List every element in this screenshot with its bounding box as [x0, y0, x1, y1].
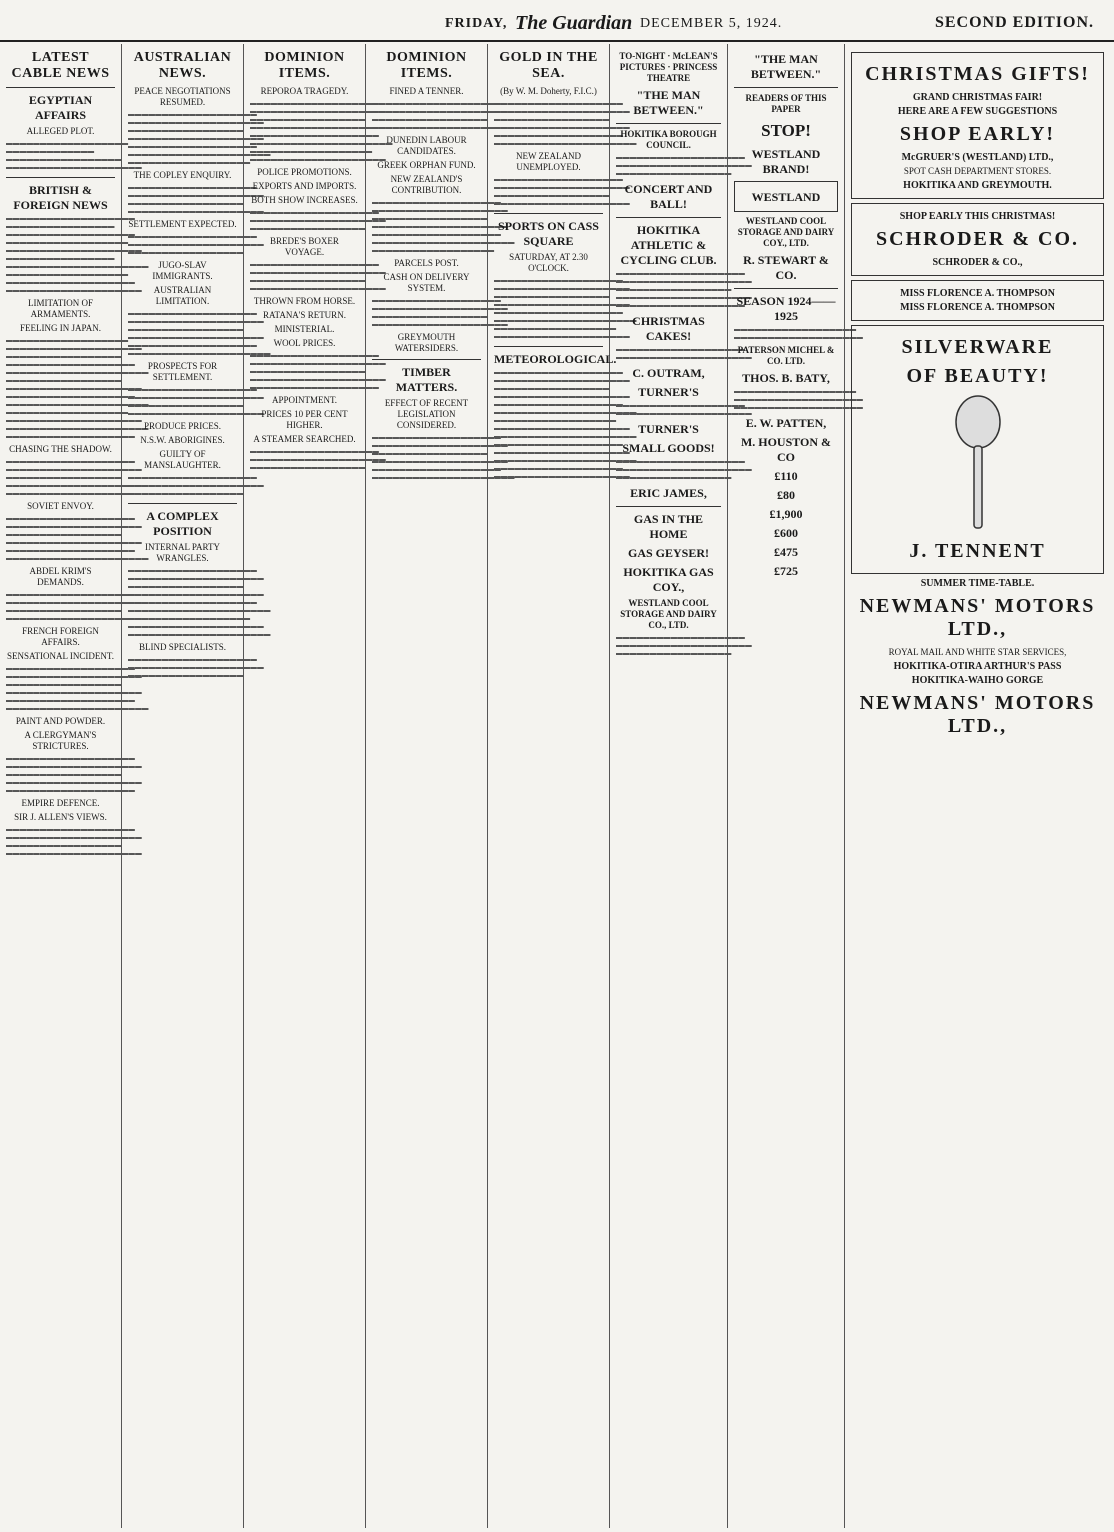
subhead-allen: SIR J. ALLEN'S VIEWS.	[14, 812, 107, 822]
headline-sports: SPORTS ON CASS SQUARE	[498, 219, 599, 248]
westland-label: WESTLAND	[751, 190, 821, 204]
headline-gas: GAS IN THE HOME	[633, 512, 704, 541]
route-otira: HOKITIKA-OTIRA ARTHUR'S PASS	[893, 661, 1062, 672]
subhead-boxer: BREDE'S BOXER VOYAGE.	[270, 236, 339, 257]
name-baty: THOS. B. BATY,	[742, 371, 830, 385]
headline-westland-brand: WESTLAND BRAND!	[751, 147, 821, 176]
headline-british: BRITISH & FOREIGN NEWS	[13, 183, 108, 212]
subhead-effect: EFFECT OF RECENT LEGISLATION CONSIDERED.	[384, 398, 469, 430]
name-thompson-2: MISS FLORENCE A. THOMPSON	[900, 302, 1055, 313]
headline-dominion-1: DOMINION ITEMS.	[264, 50, 345, 81]
headline-small-goods: SMALL GOODS!	[622, 441, 715, 455]
headline-stop: STOP!	[761, 121, 811, 140]
column-gold-sports: GOLD IN THE SEA. (By W. M. Doherty, F.I.C.) ▬▬▬▬▬▬▬▬▬▬▬▬▬▬▬▬▬▬▬ ▬▬▬▬▬▬▬▬▬▬▬▬▬▬▬▬▬▬▬▬ ▬▬▬▬▬▬▬▬▬▬▬▬▬▬▬▬▬ ▬▬▬▬▬▬▬▬▬▬▬▬▬▬▬▬▬▬▬▬ ▬▬▬▬▬▬▬▬▬▬▬▬▬▬▬▬▬▬▬ ▬▬▬▬▬▬▬▬▬▬▬▬▬▬▬▬▬▬▬▬▬ NEW ZEALAND UNEMPLOYED. ▬▬▬▬▬▬▬▬▬▬▬▬▬▬▬▬▬▬▬ ▬▬▬▬▬▬▬▬▬▬▬▬▬▬▬▬▬▬▬▬ ▬▬▬▬▬▬▬▬▬▬▬▬▬▬▬▬▬ ▬▬▬▬▬▬▬▬▬▬▬▬▬▬▬▬▬▬▬▬ SPORTS ON CASS SQUARE SATURDAY, AT 2.30 O'CLOCK. ▬▬▬▬▬▬▬▬▬▬▬▬▬▬▬▬▬▬▬ ▬▬▬▬▬▬▬▬▬▬▬▬▬▬▬▬▬▬▬▬ ▬▬▬▬▬▬▬▬▬▬▬▬▬▬▬▬▬ ▬▬▬▬▬▬▬▬▬▬▬▬▬▬▬▬▬▬▬▬ ▬▬▬▬▬▬▬▬▬▬▬▬▬▬▬▬▬▬▬ ▬▬▬▬▬▬▬▬▬▬▬▬▬▬▬▬▬▬▬▬▬ ▬▬▬▬▬▬▬▬▬▬▬▬▬▬▬▬▬▬ ▬▬▬▬▬▬▬▬▬▬▬▬▬▬▬▬▬▬▬▬ METEOROLOGICAL. ▬▬▬▬▬▬▬▬▬▬▬▬▬▬▬▬▬▬▬ ▬▬▬▬▬▬▬▬▬▬▬▬▬▬▬▬▬▬▬▬ ▬▬▬▬▬▬▬▬▬▬▬▬▬▬▬▬▬ ▬▬▬▬▬▬▬▬▬▬▬▬▬▬▬▬▬▬▬▬ ▬▬▬▬▬▬▬▬▬▬▬▬▬▬▬▬▬▬▬ ▬▬▬▬▬▬▬▬▬▬▬▬▬▬▬▬▬▬▬▬▬ ▬▬▬▬▬▬▬▬▬▬▬▬▬▬▬▬▬▬ ▬▬▬▬▬▬▬▬▬▬▬▬▬▬▬▬▬▬▬▬ ▬▬▬▬▬▬▬▬▬▬▬▬▬▬▬▬▬▬▬▬▬ ▬▬▬▬▬▬▬▬▬▬▬▬▬▬▬▬▬▬▬ ▬▬▬▬▬▬▬▬▬▬▬▬▬▬▬▬▬▬▬▬ ▬▬▬▬▬▬▬▬▬▬▬▬▬▬▬▬▬▬▬▬▬ ▬▬▬▬▬▬▬▬▬▬▬▬▬▬▬▬▬▬▬ ▬▬▬▬▬▬▬▬▬▬▬▬▬▬▬▬▬▬▬▬	[488, 44, 610, 1528]
headline-grand-fair: GRAND CHRISTMAS FAIR!	[912, 92, 1043, 103]
headline-shop-xmas: SHOP EARLY THIS CHRISTMAS!	[899, 211, 1056, 222]
headline-season: SEASON 1924——1925	[736, 294, 836, 323]
column-dominion-1: DOMINION ITEMS. REPOROA TRAGEDY. ▬▬▬▬▬▬▬▬▬▬▬▬▬▬▬▬▬▬▬ ▬▬▬▬▬▬▬▬▬▬▬▬▬▬▬▬▬▬▬▬ ▬▬▬▬▬▬▬▬▬▬▬▬▬▬▬▬▬ ▬▬▬▬▬▬▬▬▬▬▬▬▬▬▬▬▬▬▬▬ ▬▬▬▬▬▬▬▬▬▬▬▬▬▬▬▬▬▬▬ ▬▬▬▬▬▬▬▬▬▬▬▬▬▬▬▬▬▬▬▬▬ ▬▬▬▬▬▬▬▬▬▬▬▬▬▬▬▬▬▬ ▬▬▬▬▬▬▬▬▬▬▬▬▬▬▬▬▬▬▬▬ POLICE PROMOTIONS. EXPORTS AND IMPORTS. BOTH SHOW INCREASES. ▬▬▬▬▬▬▬▬▬▬▬▬▬▬▬▬▬▬▬ ▬▬▬▬▬▬▬▬▬▬▬▬▬▬▬▬▬▬▬▬ ▬▬▬▬▬▬▬▬▬▬▬▬▬▬▬▬▬ BREDE'S BOXER VOYAGE. ▬▬▬▬▬▬▬▬▬▬▬▬▬▬▬▬▬▬▬ ▬▬▬▬▬▬▬▬▬▬▬▬▬▬▬▬▬▬▬▬ ▬▬▬▬▬▬▬▬▬▬▬▬▬▬▬▬▬ ▬▬▬▬▬▬▬▬▬▬▬▬▬▬▬▬▬▬▬▬ THROWN FROM HORSE. RATANA'S RETURN. MINISTERIAL. WOOL PRICES. ▬▬▬▬▬▬▬▬▬▬▬▬▬▬▬▬▬▬▬ ▬▬▬▬▬▬▬▬▬▬▬▬▬▬▬▬▬▬▬▬ ▬▬▬▬▬▬▬▬▬▬▬▬▬▬▬▬▬ ▬▬▬▬▬▬▬▬▬▬▬▬▬▬▬▬▬▬▬▬ ▬▬▬▬▬▬▬▬▬▬▬▬▬▬▬▬▬▬▬ APPOINTMENT. PRICES 10 PER CENT HIGHER. A STEAMER SEARCHED. ▬▬▬▬▬▬▬▬▬▬▬▬▬▬▬▬▬▬▬ ▬▬▬▬▬▬▬▬▬▬▬▬▬▬▬▬▬▬▬▬ ▬▬▬▬▬▬▬▬▬▬▬▬▬▬▬▬▬	[244, 44, 366, 1528]
price-5: £475	[774, 545, 798, 559]
headline-turners-2: TURNER'S	[638, 422, 699, 436]
subhead-japan: FEELING IN JAPAN.	[20, 323, 101, 333]
name-eric-james: ERIC JAMES,	[630, 486, 707, 500]
subhead-paint: PAINT AND POWDER.	[15, 716, 106, 726]
name-schroder-2: SCHRODER & CO.,	[932, 257, 1023, 268]
cinema-bar: TO-NIGHT · McLEAN'S PICTURES · PRINCESS THEATRE	[619, 51, 718, 83]
subhead-settlement: SETTLEMENT EXPECTED.	[128, 219, 237, 229]
headline-geyser: GAS GEYSER!	[627, 546, 710, 560]
headline-egypt: EGYPTIAN AFFAIRS	[28, 93, 93, 122]
subhead-internal: INTERNAL PARTY WRANGLES.	[144, 542, 221, 563]
column-notices: TO-NIGHT · McLEAN'S PICTURES · PRINCESS THEATRE "THE MAN BETWEEN." HOKITIKA BOROUGH COUNCIL. ▬▬▬▬▬▬▬▬▬▬▬▬▬▬▬▬▬▬▬ ▬▬▬▬▬▬▬▬▬▬▬▬▬▬▬▬▬▬▬▬ ▬▬▬▬▬▬▬▬▬▬▬▬▬▬▬▬▬ CONCERT AND BALL! HOKITIKA ATHLETIC & CYCLING CLUB. ▬▬▬▬▬▬▬▬▬▬▬▬▬▬▬▬▬▬▬ ▬▬▬▬▬▬▬▬▬▬▬▬▬▬▬▬▬▬▬▬ ▬▬▬▬▬▬▬▬▬▬▬▬▬▬▬▬▬ ▬▬▬▬▬▬▬▬▬▬▬▬▬▬▬▬▬▬▬▬ ▬▬▬▬▬▬▬▬▬▬▬▬▬▬▬▬▬▬▬ CHRISTMAS CAKES! ▬▬▬▬▬▬▬▬▬▬▬▬▬▬▬▬▬▬▬ ▬▬▬▬▬▬▬▬▬▬▬▬▬▬▬▬▬▬▬▬ C. OUTRAM, TURNER'S ▬▬▬▬▬▬▬▬▬▬▬▬▬▬▬▬▬▬▬ ▬▬▬▬▬▬▬▬▬▬▬▬▬▬▬▬▬▬▬▬ TURNER'S SMALL GOODS! ▬▬▬▬▬▬▬▬▬▬▬▬▬▬▬▬▬▬▬ ▬▬▬▬▬▬▬▬▬▬▬▬▬▬▬▬▬▬▬▬ ▬▬▬▬▬▬▬▬▬▬▬▬▬▬▬▬▬ ERIC JAMES, GAS IN THE HOME GAS GEYSER! HOKITIKA GAS COY., WESTLAND COOL STORAGE AND DAIRY CO., LTD. ▬▬▬▬▬▬▬▬▬▬▬▬▬▬▬▬▬▬▬ ▬▬▬▬▬▬▬▬▬▬▬▬▬▬▬▬▬▬▬▬ ▬▬▬▬▬▬▬▬▬▬▬▬▬▬▬▬▬	[610, 44, 728, 1528]
subhead-limitation-aus: AUSTRALIAN LIMITATION.	[153, 285, 212, 306]
headline-latest-cable: LATEST CABLE NEWS	[11, 50, 110, 81]
name-newmans-2: NEWMANS' MOTORS LTD.,	[859, 692, 1096, 737]
column-ads-mid: "THE MAN BETWEEN." READERS OF THIS PAPER STOP! WESTLAND BRAND! WESTLAND WESTLAND COOL STORAGE AND DAIRY COY., LTD. R. STEWART & CO. SEASON 1924——1925 ▬▬▬▬▬▬▬▬▬▬▬▬▬▬▬▬▬▬ ▬▬▬▬▬▬▬▬▬▬▬▬▬▬▬▬▬▬▬ PATERSON MICHEL & CO. LTD. THOS. B. BATY, ▬▬▬▬▬▬▬▬▬▬▬▬▬▬▬▬▬▬ ▬▬▬▬▬▬▬▬▬▬▬▬▬▬▬▬▬▬▬ ▬▬▬▬▬▬▬▬▬▬▬▬▬▬▬▬▬▬▬ E. W. PATTEN, M. HOUSTON & CO £110 £80 £1,900 £600 £475 £725	[728, 44, 845, 1528]
name-stewart: R. STEWART & CO.	[743, 253, 829, 282]
subhead-clergy: A CLERGYMAN'S STRICTURES.	[24, 730, 97, 751]
subhead-contrib: NEW ZEALAND'S CONTRIBUTION.	[390, 174, 463, 195]
name-wcs-2: WESTLAND COOL STORAGE AND DAIRY COY., LTD.	[737, 216, 835, 248]
masthead-paper-title: The Guardian	[515, 12, 633, 34]
name-outram: C. OUTRAM,	[632, 366, 705, 380]
headline-christmas-gifts: CHRISTMAS GIFTS!	[865, 63, 1090, 85]
subhead-shadow: CHASING THE SHADOW.	[9, 444, 112, 454]
subhead-copley: THE COPLEY ENQUIRY.	[133, 170, 232, 180]
name-wcs: WESTLAND COOL STORAGE AND DAIRY CO., LTD.	[620, 598, 717, 630]
column-dominion-2: DOMINION ITEMS. FINED A TENNER. ▬▬▬▬▬▬▬▬▬▬▬▬▬▬▬▬▬▬▬ ▬▬▬▬▬▬▬▬▬▬▬▬▬▬▬▬▬▬▬▬ ▬▬▬▬▬▬▬▬▬▬▬▬▬▬▬▬▬ ▬▬▬▬▬▬▬▬▬▬▬▬▬▬▬▬▬▬▬▬ DUNEDIN LABOUR CANDIDATES. GREEK ORPHAN FUND. NEW ZEALAND'S CONTRIBUTION. ▬▬▬▬▬▬▬▬▬▬▬▬▬▬▬▬▬▬▬ ▬▬▬▬▬▬▬▬▬▬▬▬▬▬▬▬▬▬▬▬ ▬▬▬▬▬▬▬▬▬▬▬▬▬▬▬▬▬ ▬▬▬▬▬▬▬▬▬▬▬▬▬▬▬▬▬▬▬▬ ▬▬▬▬▬▬▬▬▬▬▬▬▬▬▬▬▬▬▬ ▬▬▬▬▬▬▬▬▬▬▬▬▬▬▬▬▬▬▬▬▬ ▬▬▬▬▬▬▬▬▬▬▬▬▬▬▬▬▬▬ PARCELS POST. CASH ON DELIVERY SYSTEM. ▬▬▬▬▬▬▬▬▬▬▬▬▬▬▬▬▬▬▬ ▬▬▬▬▬▬▬▬▬▬▬▬▬▬▬▬▬▬▬▬ ▬▬▬▬▬▬▬▬▬▬▬▬▬▬▬▬▬ ▬▬▬▬▬▬▬▬▬▬▬▬▬▬▬▬▬▬▬▬ GREYMOUTH WATERSIDERS. TIMBER MATTERS. EFFECT OF RECENT LEGISLATION CONSIDERED. ▬▬▬▬▬▬▬▬▬▬▬▬▬▬▬▬▬▬▬ ▬▬▬▬▬▬▬▬▬▬▬▬▬▬▬▬▬▬▬▬ ▬▬▬▬▬▬▬▬▬▬▬▬▬▬▬▬▬ ▬▬▬▬▬▬▬▬▬▬▬▬▬▬▬▬▬▬▬▬ ▬▬▬▬▬▬▬▬▬▬▬▬▬▬▬▬▬▬▬ ▬▬▬▬▬▬▬▬▬▬▬▬▬▬▬▬▬▬▬▬▬	[366, 44, 488, 1528]
headline-cakes: CHRISTMAS CAKES!	[632, 314, 705, 343]
headline-borough-council: HOKITIKA BOROUGH COUNCIL.	[620, 129, 717, 150]
subhead-waterside: GREYMOUTH WATERSIDERS.	[394, 332, 459, 353]
spoon-icon	[948, 394, 1008, 534]
subhead-unemployed: NEW ZEALAND UNEMPLOYED.	[515, 151, 582, 172]
film-title-1: "THE MAN BETWEEN."	[633, 88, 704, 117]
headline-dominion-2: DOMINION ITEMS.	[386, 50, 467, 81]
subhead-manslaughter: GUILTY OF MANSLAUGHTER.	[144, 449, 221, 470]
film-title-2: "THE MAN BETWEEN."	[750, 52, 822, 81]
price-2: £80	[777, 488, 795, 502]
subhead-parcels: PARCELS POST.	[394, 258, 459, 268]
subhead-ministerial: MINISTERIAL.	[274, 324, 335, 334]
masthead	[0, 0, 1114, 42]
masthead-edition: SECOND EDITION.	[934, 14, 1094, 31]
headline-gold: GOLD IN THE SEA.	[499, 50, 598, 81]
headline-silverware: SILVERWARE	[901, 336, 1054, 358]
subhead-abdel: ABDEL KRIM'S DEMANDS.	[29, 566, 92, 587]
byline-doherty: (By W. M. Doherty, F.I.C.)	[500, 86, 597, 96]
headline-summer: SUMMER TIME-TABLE.	[920, 578, 1035, 589]
headline-shop-early: SHOP EARLY!	[899, 123, 1056, 145]
subhead-labour: DUNEDIN LABOUR CANDIDATES.	[386, 135, 467, 156]
subhead-fined: FINED A TENNER.	[389, 86, 464, 96]
subhead-blind: BLIND SPECIALISTS.	[138, 642, 226, 652]
subhead-appointment: APPOINTMENT.	[271, 395, 338, 405]
headline-beauty: OF BEAUTY!	[906, 365, 1049, 387]
subhead-exports: EXPORTS AND IMPORTS.	[252, 181, 357, 191]
subhead-jugo: JUGO-SLAV IMMIGRANTS.	[152, 260, 213, 281]
headline-complex: A COMPLEX POSITION	[146, 509, 219, 538]
name-newmans: NEWMANS' MOTORS LTD.,	[859, 595, 1096, 640]
subhead-french: FRENCH FOREIGN AFFAIRS.	[22, 626, 99, 647]
name-gas-coy: HOKITIKA GAS COY.,	[623, 565, 714, 594]
name-thompson: MISS FLORENCE A. THOMPSON	[900, 288, 1055, 299]
headline-readers: READERS OF THIS PAPER	[745, 93, 827, 114]
price-1: £110	[774, 469, 798, 483]
subhead-plot: ALLEGED PLOT.	[26, 126, 95, 136]
price-3: £1,900	[769, 507, 803, 521]
subhead-cash: CASH ON DELIVERY SYSTEM.	[383, 272, 470, 293]
subhead-limitation: LIMITATION OF ARMAMENTS.	[27, 298, 94, 319]
name-patten: E. W. PATTEN,	[745, 416, 827, 430]
headline-suggestions: HERE ARE A FEW SUGGESTIONS	[897, 106, 1058, 117]
subhead-empire: EMPIRE DEFENCE.	[21, 798, 100, 808]
route-waiho: HOKITIKA-WAIHO GORGE	[911, 675, 1044, 686]
masthead-day: FRIDAY,	[445, 16, 508, 31]
subhead-orphan: GREEK ORPHAN FUND.	[377, 160, 476, 170]
newmans-subtitle: ROYAL MAIL AND WHITE STAR SERVICES,	[888, 647, 1067, 657]
subhead-peace: PEACE NEGOTIATIONS RESUMED.	[134, 86, 231, 107]
column-ads-right	[845, 44, 1110, 1528]
price-4: £600	[774, 526, 798, 540]
headline-meteorological: METEOROLOGICAL.	[494, 352, 617, 366]
subhead-soviet: SOVIET ENVOY.	[27, 501, 94, 511]
column-cable-news: LATEST CABLE NEWS EGYPTIAN AFFAIRS ALLEGED PLOT. ▬▬▬▬▬▬▬▬▬▬▬▬▬▬▬▬▬▬ ▬▬▬▬▬▬▬▬▬▬▬▬▬ ▬▬▬▬▬▬▬▬▬▬▬▬▬▬▬▬▬ ▬▬▬▬▬▬▬▬▬▬▬▬▬▬▬▬▬▬▬▬ BRITISH & FOREIGN NEWS ▬▬▬▬▬▬▬▬▬▬▬▬▬▬▬▬▬▬▬ ▬▬▬▬▬▬▬▬▬▬▬▬▬▬▬▬ ▬▬▬▬▬▬▬▬▬▬▬▬▬▬▬▬▬▬▬ ▬▬▬▬▬▬▬▬▬▬▬▬▬▬▬▬▬▬ ▬▬▬▬▬▬▬▬▬▬▬▬▬▬▬▬▬▬▬▬ ▬▬▬▬▬▬▬▬▬▬▬▬▬▬▬▬ ▬▬▬▬▬▬▬▬▬▬▬▬▬▬▬▬▬▬▬▬▬ ▬▬▬▬▬▬▬▬▬▬▬▬▬▬▬▬▬▬ ▬▬▬▬▬▬▬▬▬▬▬▬▬▬▬▬▬▬▬ ▬▬▬▬▬▬▬▬▬▬▬▬▬▬▬▬▬▬▬▬ LIMITATION OF ARMAMENTS. FEELING IN JAPAN. ▬▬▬▬▬▬▬▬▬▬▬▬▬▬▬▬▬▬ ▬▬▬▬▬▬▬▬▬▬▬▬▬▬▬▬▬▬▬▬ ▬▬▬▬▬▬▬▬▬▬▬▬▬▬▬▬▬ ▬▬▬▬▬▬▬▬▬▬▬▬▬▬▬▬▬▬▬ ▬▬▬▬▬▬▬▬▬▬▬▬▬▬▬▬▬▬▬▬▬ ▬▬▬▬▬▬▬▬▬▬▬▬▬▬▬▬▬ ▬▬▬▬▬▬▬▬▬▬▬▬▬▬▬▬▬▬▬▬ ▬▬▬▬▬▬▬▬▬▬▬▬▬▬▬▬▬▬▬ ▬▬▬▬▬▬▬▬▬▬▬▬▬▬▬▬▬▬▬▬▬ ▬▬▬▬▬▬▬▬▬▬▬▬▬▬▬▬▬▬ ▬▬▬▬▬▬▬▬▬▬▬▬▬▬▬▬▬▬▬▬ ▬▬▬▬▬▬▬▬▬▬▬▬▬▬▬▬▬▬▬▬▬ ▬▬▬▬▬▬▬▬▬▬▬▬▬▬▬▬▬▬▬ CHASING THE SHADOW. ▬▬▬▬▬▬▬▬▬▬▬▬▬▬▬▬▬▬▬ ▬▬▬▬▬▬▬▬▬▬▬▬▬▬▬▬▬▬▬▬ ▬▬▬▬▬▬▬▬▬▬▬▬▬▬▬▬▬ ▬▬▬▬▬▬▬▬▬▬▬▬▬▬▬▬▬▬▬▬ ▬▬▬▬▬▬▬▬▬▬▬▬▬▬▬▬▬▬▬ SOVIET ENVOY. ▬▬▬▬▬▬▬▬▬▬▬▬▬▬▬▬▬▬▬ ▬▬▬▬▬▬▬▬▬▬▬▬▬▬▬▬▬▬▬▬ ▬▬▬▬▬▬▬▬▬▬▬▬▬▬▬▬▬ ▬▬▬▬▬▬▬▬▬▬▬▬▬▬▬▬▬▬▬▬ ▬▬▬▬▬▬▬▬▬▬▬▬▬▬▬▬▬▬▬ ▬▬▬▬▬▬▬▬▬▬▬▬▬▬▬▬▬▬▬▬▬ ABDEL KRIM'S DEMANDS. ▬▬▬▬▬▬▬▬▬▬▬▬▬▬▬▬▬▬▬ ▬▬▬▬▬▬▬▬▬▬▬▬▬▬▬▬▬▬▬▬ ▬▬▬▬▬▬▬▬▬▬▬▬▬▬▬▬▬ ▬▬▬▬▬▬▬▬▬▬▬▬▬▬▬▬▬▬▬▬ FRENCH FOREIGN AFFAIRS. SENSATIONAL INCIDENT. ▬▬▬▬▬▬▬▬▬▬▬▬▬▬▬▬▬▬▬ ▬▬▬▬▬▬▬▬▬▬▬▬▬▬▬▬▬▬▬▬ ▬▬▬▬▬▬▬▬▬▬▬▬▬▬▬▬▬ ▬▬▬▬▬▬▬▬▬▬▬▬▬▬▬▬▬▬▬▬ ▬▬▬▬▬▬▬▬▬▬▬▬▬▬▬▬▬▬▬ ▬▬▬▬▬▬▬▬▬▬▬▬▬▬▬▬▬▬▬▬▬ PAINT AND POWDER. A CLERGYMAN'S STRICTURES. ▬▬▬▬▬▬▬▬▬▬▬▬▬▬▬▬▬▬▬ ▬▬▬▬▬▬▬▬▬▬▬▬▬▬▬▬▬▬▬▬ ▬▬▬▬▬▬▬▬▬▬▬▬▬▬▬▬▬ ▬▬▬▬▬▬▬▬▬▬▬▬▬▬▬▬▬▬▬▬ ▬▬▬▬▬▬▬▬▬▬▬▬▬▬▬▬▬▬▬ EMPIRE DEFENCE. SIR J. ALLEN'S VIEWS. ▬▬▬▬▬▬▬▬▬▬▬▬▬▬▬▬▬▬▬ ▬▬▬▬▬▬▬▬▬▬▬▬▬▬▬▬▬▬▬▬ ▬▬▬▬▬▬▬▬▬▬▬▬▬▬▬▬▬ ▬▬▬▬▬▬▬▬▬▬▬▬▬▬▬▬▬▬▬▬	[0, 44, 122, 1528]
headline-athletic: HOKITIKA ATHLETIC & CYCLING CLUB.	[620, 223, 717, 267]
subhead-rattana: RATANA'S RETURN.	[263, 310, 346, 320]
subhead-prospects: PROSPECTS FOR SETTLEMENT.	[147, 361, 218, 382]
subhead-police: POLICE PROMOTIONS.	[257, 167, 352, 177]
subhead-produce: PRODUCE PRICES.	[143, 421, 222, 431]
mcgruer-subtitle: SPOT CASH DEPARTMENT STORES.	[903, 166, 1052, 176]
subhead-prices: PRICES 10 PER CENT HIGHER.	[261, 409, 348, 430]
name-paterson: PATERSON MICHEL & CO. LTD.	[737, 345, 835, 366]
subhead-tragedy: REPOROA TRAGEDY.	[260, 86, 349, 96]
subhead-sensational: SENSATIONAL INCIDENT.	[7, 651, 114, 661]
headline-turners: TURNER'S	[638, 385, 699, 399]
headline-timber: TIMBER MATTERS.	[395, 365, 458, 394]
subhead-aborigines: N.S.W. ABORIGINES.	[140, 435, 225, 445]
name-houston: M. HOUSTON & CO	[740, 435, 832, 464]
name-schroder: SCHRODER & CO.	[875, 228, 1079, 250]
name-tennent: J. TENNENT	[909, 540, 1046, 562]
mcgruer-location: HOKITIKA AND GREYMOUTH.	[903, 180, 1052, 191]
subhead-wool: WOOL PRICES.	[273, 338, 336, 348]
price-6: £725	[774, 564, 798, 578]
headline-concert: CONCERT AND BALL!	[624, 182, 713, 211]
subhead-saturday: SATURDAY, AT 2.30 O'CLOCK.	[509, 252, 588, 273]
subhead-increases: BOTH SHOW INCREASES.	[251, 195, 358, 205]
masthead-date: DECEMBER 5, 1924.	[640, 16, 783, 31]
headline-australian: AUSTRALIAN NEWS.	[133, 50, 232, 81]
column-australian-news: AUSTRALIAN NEWS. PEACE NEGOTIATIONS RESUMED. ▬▬▬▬▬▬▬▬▬▬▬▬▬▬▬▬▬▬▬ ▬▬▬▬▬▬▬▬▬▬▬▬▬▬▬▬▬▬▬▬ ▬▬▬▬▬▬▬▬▬▬▬▬▬▬▬▬▬ ▬▬▬▬▬▬▬▬▬▬▬▬▬▬▬▬▬▬▬▬ ▬▬▬▬▬▬▬▬▬▬▬▬▬▬▬▬▬▬▬ ▬▬▬▬▬▬▬▬▬▬▬▬▬▬▬▬▬▬▬▬▬ ▬▬▬▬▬▬▬▬▬▬▬▬▬▬▬▬▬▬ THE COPLEY ENQUIRY. ▬▬▬▬▬▬▬▬▬▬▬▬▬▬▬▬▬▬▬ ▬▬▬▬▬▬▬▬▬▬▬▬▬▬▬▬▬▬▬▬ ▬▬▬▬▬▬▬▬▬▬▬▬▬▬▬▬▬ ▬▬▬▬▬▬▬▬▬▬▬▬▬▬▬▬▬▬▬▬ SETTLEMENT EXPECTED. ▬▬▬▬▬▬▬▬▬▬▬▬▬▬▬▬▬▬▬ ▬▬▬▬▬▬▬▬▬▬▬▬▬▬▬▬▬▬▬▬ ▬▬▬▬▬▬▬▬▬▬▬▬▬▬▬▬▬ JUGO-SLAV IMMIGRANTS. AUSTRALIAN LIMITATION. ▬▬▬▬▬▬▬▬▬▬▬▬▬▬▬▬▬▬▬ ▬▬▬▬▬▬▬▬▬▬▬▬▬▬▬▬▬▬▬▬ ▬▬▬▬▬▬▬▬▬▬▬▬▬▬▬▬▬ ▬▬▬▬▬▬▬▬▬▬▬▬▬▬▬▬▬▬▬▬ ▬▬▬▬▬▬▬▬▬▬▬▬▬▬▬▬▬▬▬ ▬▬▬▬▬▬▬▬▬▬▬▬▬▬▬▬▬▬▬▬▬ PROSPECTS FOR SETTLEMENT. ▬▬▬▬▬▬▬▬▬▬▬▬▬▬▬▬▬▬▬ ▬▬▬▬▬▬▬▬▬▬▬▬▬▬▬▬▬▬▬▬ ▬▬▬▬▬▬▬▬▬▬▬▬▬▬▬▬▬ ▬▬▬▬▬▬▬▬▬▬▬▬▬▬▬▬▬▬▬▬ PRODUCE PRICES. N.S.W. ABORIGINES. GUILTY OF MANSLAUGHTER. ▬▬▬▬▬▬▬▬▬▬▬▬▬▬▬▬▬▬▬ ▬▬▬▬▬▬▬▬▬▬▬▬▬▬▬▬▬▬▬▬ ▬▬▬▬▬▬▬▬▬▬▬▬▬▬▬▬▬ A COMPLEX POSITION INTERNAL PARTY WRANGLES. ▬▬▬▬▬▬▬▬▬▬▬▬▬▬▬▬▬▬▬ ▬▬▬▬▬▬▬▬▬▬▬▬▬▬▬▬▬▬▬▬ ▬▬▬▬▬▬▬▬▬▬▬▬▬▬▬▬▬ ▬▬▬▬▬▬▬▬▬▬▬▬▬▬▬▬▬▬▬▬ ▬▬▬▬▬▬▬▬▬▬▬▬▬▬▬▬▬▬▬ ▬▬▬▬▬▬▬▬▬▬▬▬▬▬▬▬▬▬▬▬▬ ▬▬▬▬▬▬▬▬▬▬▬▬▬▬▬▬▬▬ ▬▬▬▬▬▬▬▬▬▬▬▬▬▬▬▬▬▬▬▬ ▬▬▬▬▬▬▬▬▬▬▬▬▬▬▬▬▬▬▬▬▬ BLIND SPECIALISTS. ▬▬▬▬▬▬▬▬▬▬▬▬▬▬▬▬▬▬▬ ▬▬▬▬▬▬▬▬▬▬▬▬▬▬▬▬▬▬▬▬ ▬▬▬▬▬▬▬▬▬▬▬▬▬▬▬▬▬	[122, 44, 244, 1528]
subhead-steamer: A STEAMER SEARCHED.	[253, 434, 356, 444]
subhead-thrown: THROWN FROM HORSE.	[253, 296, 356, 306]
name-mcgruer: McGRUER'S (WESTLAND) LTD.,	[901, 152, 1054, 163]
